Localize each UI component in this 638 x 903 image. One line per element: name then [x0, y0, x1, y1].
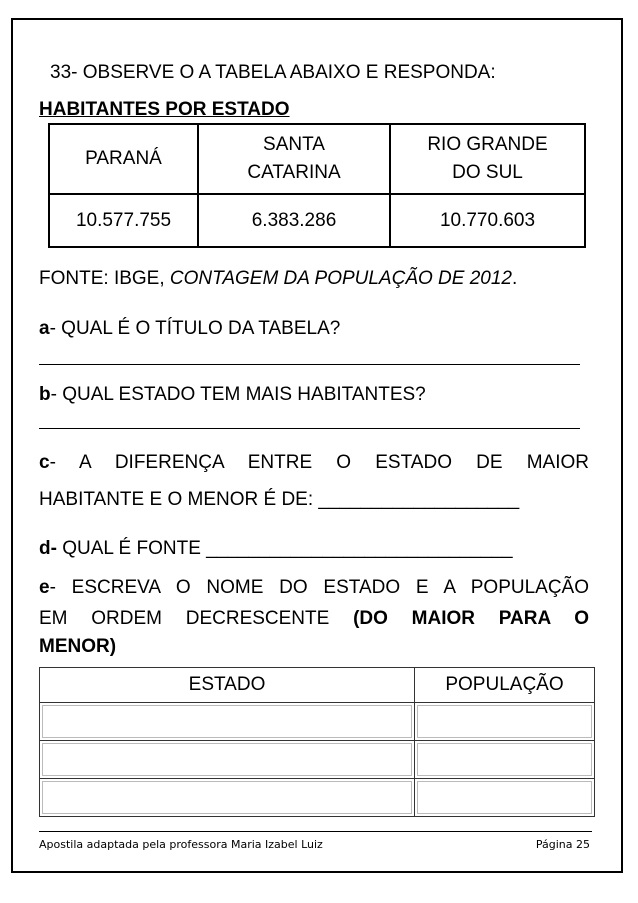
answer-table-header	[40, 668, 595, 703]
header-rio-grande-do-sul: RIO GRANDE DO SUL	[390, 124, 585, 194]
answer-cell-state[interactable]	[40, 779, 415, 817]
answer-row	[40, 779, 595, 817]
question-c-line2: HABITANTE E O MENOR É DE: ___________________	[39, 489, 520, 510]
footer-page-number: Página 25	[535, 838, 590, 851]
header-parana: PARANÁ	[49, 124, 198, 194]
table-heading: HABITANTES POR ESTADO	[39, 99, 290, 120]
answer-cell-population[interactable]	[415, 703, 595, 741]
question-b: b- QUAL ESTADO TEM MAIS HABITANTES?	[39, 384, 426, 405]
table-header-row	[49, 124, 585, 194]
question-d: d- QUAL É FONTE _____________________________	[39, 538, 513, 559]
question-e-line2: EM ORDEM DECRESCENTE (DO MAIOR PARA O	[39, 608, 589, 629]
answer-line-b[interactable]	[39, 428, 580, 429]
question-a: a- QUAL É O TÍTULO DA TABELA?	[39, 318, 341, 339]
question-e-line3: MENOR)	[39, 636, 117, 657]
footer-credit: Apostila adaptada pela professora Maria Izabel Luiz	[39, 838, 323, 851]
answer-cell-state[interactable]	[40, 703, 415, 741]
footer-divider	[39, 831, 592, 832]
answer-row	[40, 703, 595, 741]
answer-cell-state[interactable]	[40, 741, 415, 779]
answer-line-a[interactable]	[39, 364, 580, 365]
source-line: FONTE: IBGE, CONTAGEM DA POPULAÇÃO DE 2012.	[39, 268, 518, 289]
answer-table	[39, 667, 595, 817]
answer-cell-population[interactable]	[415, 779, 595, 817]
value-santa-catarina: 6.383.286	[198, 194, 390, 247]
table-values-row	[49, 194, 585, 247]
header-santa-catarina: SANTA CATARINA	[198, 124, 390, 194]
header-populacao: POPULAÇÃO	[415, 668, 595, 703]
population-table	[48, 123, 586, 248]
answer-row	[40, 741, 595, 779]
value-parana: 10.577.755	[49, 194, 198, 247]
question-33: 33- OBSERVE O A TABELA ABAIXO E RESPONDA:	[50, 62, 496, 83]
header-estado: ESTADO	[40, 668, 415, 703]
question-c-line1: c- A DIFERENÇA ENTRE O ESTADO DE MAIOR	[39, 452, 589, 473]
answer-cell-population[interactable]	[415, 741, 595, 779]
value-rio-grande-do-sul: 10.770.603	[390, 194, 585, 247]
question-e-line1: e- ESCREVA O NOME DO ESTADO E A POPULAÇÃO	[39, 577, 589, 598]
